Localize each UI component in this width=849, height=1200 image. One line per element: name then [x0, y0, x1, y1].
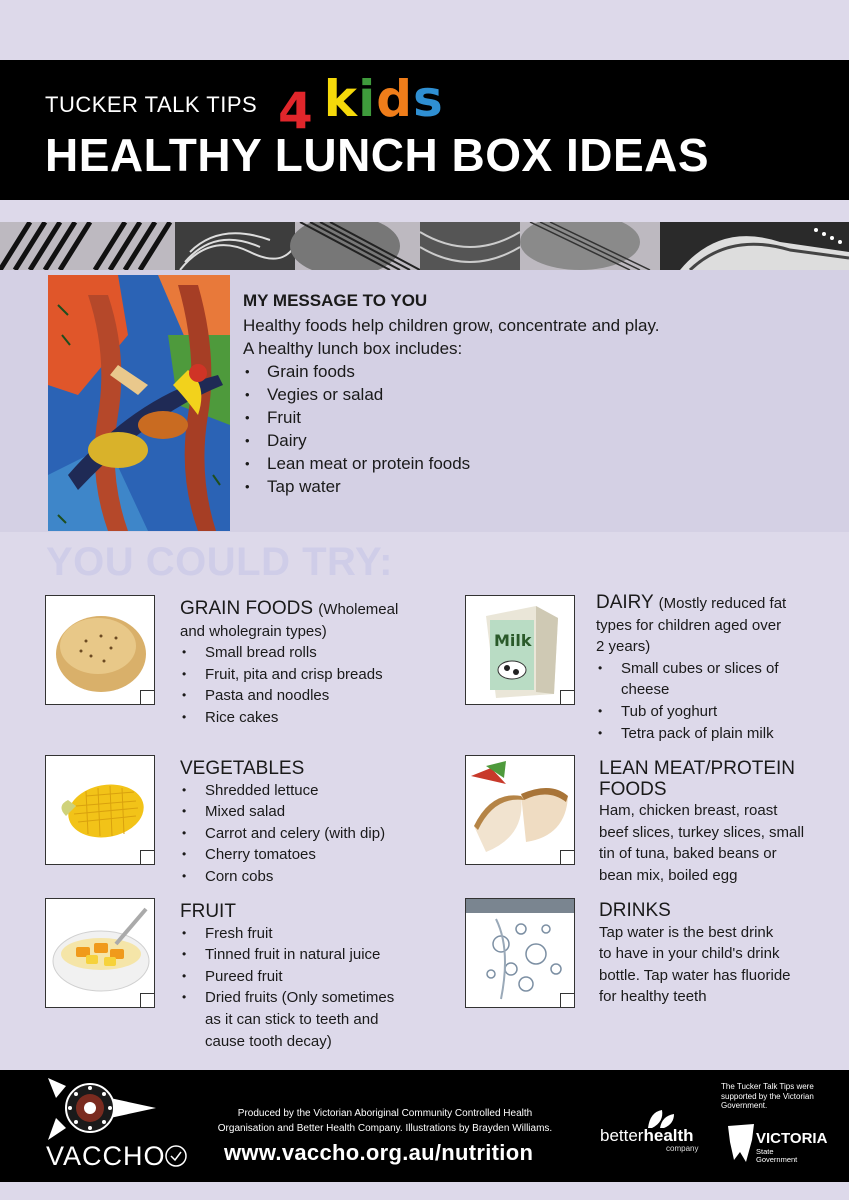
- list-item: • Lean meat or protein foods: [243, 452, 659, 475]
- message-body: [243, 314, 659, 498]
- list-item: • Dairy: [243, 429, 659, 452]
- list-item: • Small bread rolls: [180, 642, 450, 664]
- section-title: LEAN MEAT/PROTEIN: [599, 758, 796, 779]
- list-item: • Shredded lettuce: [180, 780, 450, 802]
- produced-by-text: [205, 1106, 565, 1136]
- list-item: • Corn cobs: [180, 866, 450, 888]
- victoria-wordmark: VICTORIA: [756, 1130, 828, 1147]
- section-line: beef slices, turkey slices, small: [599, 823, 805, 841]
- aboriginal-pattern-band: [0, 222, 849, 270]
- list-item: • Rice cakes: [180, 707, 450, 729]
- fruit-section: [180, 901, 450, 1052]
- list-item: • Tetra pack of plain milk: [596, 723, 836, 745]
- better-health-sub: company: [666, 1144, 699, 1153]
- lean-meat-section: [599, 758, 839, 886]
- section-line: Ham, chicken breast, roast: [599, 802, 778, 819]
- section-subtitle: 2 years): [596, 638, 651, 656]
- list-item-continuation: cause tooth decay): [205, 1032, 332, 1050]
- chicken-breast-image: [465, 755, 575, 865]
- list-item: • Tap water: [243, 475, 659, 498]
- water-splash-image: [465, 898, 575, 1008]
- section-title: VEGETABLES: [180, 758, 305, 779]
- aboriginal-painting-image: [48, 275, 230, 531]
- header-kicker: TUCKER TALK TIPS: [45, 92, 258, 117]
- list-item-continuation: as it can stick to teeth and: [205, 1010, 379, 1028]
- list-item: • Mixed salad: [180, 801, 450, 823]
- victoria-map-icon: [726, 1122, 758, 1164]
- produced-line: Produced by the Victorian Aboriginal Community Controlled Health: [237, 1108, 533, 1119]
- grain-foods-section: [180, 598, 450, 729]
- section-line: tin of tuna, baked beans or: [599, 845, 777, 863]
- section-title: FOODS: [599, 779, 667, 800]
- kids-logotype: [278, 70, 444, 140]
- state-government-text: State Government: [756, 1147, 798, 1164]
- section-subtitle: types for children aged over: [596, 616, 782, 634]
- vaccho-logo: [48, 1078, 158, 1140]
- message-heading: MY MESSAGE TO YOU: [243, 291, 428, 310]
- message-line: A healthy lunch box includes:: [243, 339, 463, 358]
- section-title: GRAIN FOODS (Wholemeal: [180, 598, 399, 619]
- dairy-section: [596, 592, 836, 744]
- list-item: • Grain foods: [243, 360, 659, 383]
- page-title: HEALTHY LUNCH BOX IDEAS: [45, 129, 710, 181]
- kids-char: d: [376, 70, 413, 128]
- milk-label: Milk: [494, 631, 532, 650]
- lunchbox-list: [243, 360, 659, 498]
- list-item: • Pasta and noodles: [180, 685, 450, 707]
- section-line: to have in your child's drink: [599, 945, 780, 963]
- kids-char: k: [323, 70, 359, 128]
- you-could-try-heading: YOU COULD TRY:: [46, 540, 393, 584]
- list-item: • Cherry tomatoes: [180, 844, 450, 866]
- list-item: • Carrot and celery (with dip): [180, 823, 450, 845]
- section-line: Tap water is the best drink: [599, 923, 774, 941]
- section-subtitle: and wholegrain types): [180, 622, 327, 640]
- website-url[interactable]: www.vaccho.org.au/nutrition: [224, 1140, 534, 1165]
- bread-roll-image: [45, 595, 155, 705]
- list-item: • Fresh fruit: [180, 923, 450, 945]
- section-line: bottle. Tap water has fluoride: [599, 966, 791, 984]
- section-line: bean mix, boiled egg: [599, 866, 738, 884]
- kids-char: s: [413, 70, 444, 128]
- list-item: • Small cubes or slices of: [596, 658, 836, 680]
- section-title: DAIRY (Mostly reduced fat: [596, 592, 787, 613]
- message-line: Healthy foods help children grow, concentrate and play.: [243, 316, 660, 335]
- milk-carton-image: [465, 595, 575, 705]
- list-item: • Fruit: [243, 406, 659, 429]
- fruit-bowl-image: [45, 898, 155, 1008]
- list-item: • Tinned fruit in natural juice: [180, 944, 450, 966]
- better-health-logo: betterhealth: [600, 1126, 694, 1145]
- corn-cob-image: [45, 755, 155, 865]
- section-title: FRUIT: [180, 901, 236, 922]
- list-item: • Fruit, pita and crisp breads: [180, 664, 450, 686]
- vegetables-section: [180, 758, 450, 888]
- produced-line: Organisation and Better Health Company. Illustrations by Brayden Williams.: [217, 1123, 553, 1134]
- list-item: • Pureed fruit: [180, 966, 450, 988]
- list-item: • Vegies or salad: [243, 383, 659, 406]
- section-line: for healthy teeth: [599, 988, 707, 1006]
- list-item: • Dried fruits (Only sometimes: [180, 987, 450, 1009]
- vaccho-wordmark: VACCHO: [46, 1141, 166, 1171]
- section-title: DRINKS: [599, 900, 671, 921]
- supported-by-text: The Tucker Talk Tips were supported by the Victorian Government.: [721, 1082, 814, 1110]
- seal-icon: [164, 1144, 188, 1168]
- drinks-section: [599, 900, 839, 1008]
- list-item: • Tub of yoghurt: [596, 701, 836, 723]
- list-item-continuation: cheese: [621, 681, 670, 699]
- kids-char: i: [358, 70, 377, 128]
- kids-char: 4: [278, 82, 314, 140]
